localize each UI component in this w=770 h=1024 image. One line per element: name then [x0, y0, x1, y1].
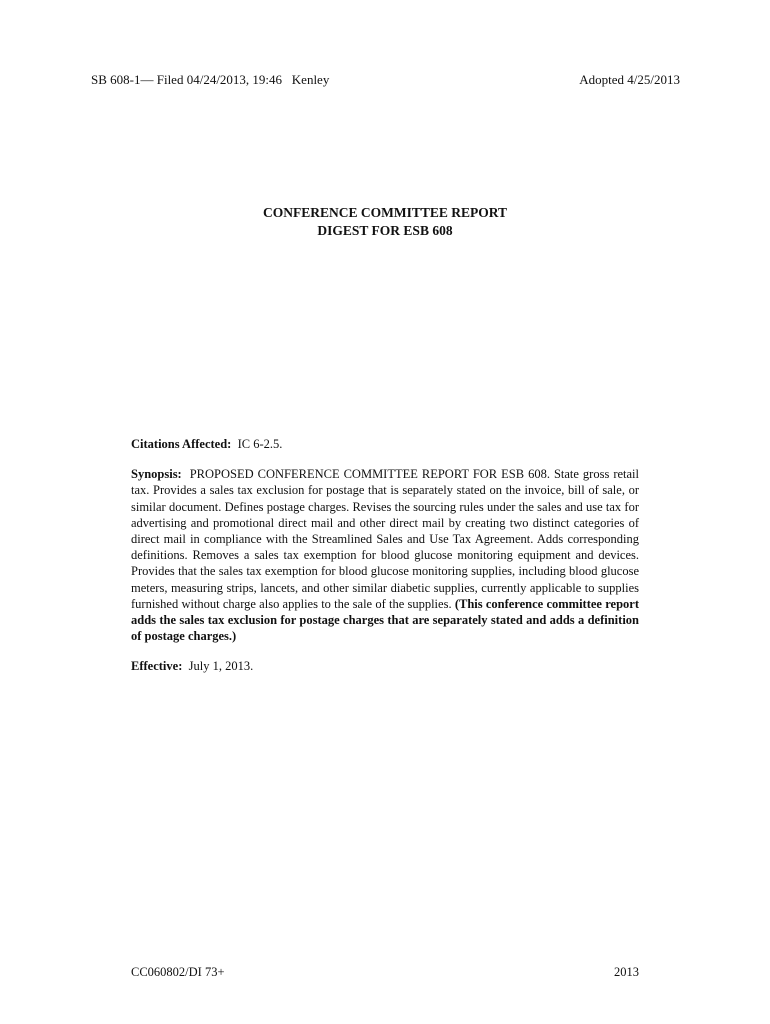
document-code: CC060802/DI 73+ [131, 965, 225, 979]
document-title [0, 204, 770, 240]
synopsis-note: (This conference committee report adds the sales tax exclusion for postage charges that are separately stated and adds a definition of postage charges.) [131, 596, 639, 644]
filing-info: SB 608-1— Filed 04/24/2013, 19:46 Kenley [91, 72, 330, 87]
citations-paragraph [131, 436, 639, 452]
effective-paragraph [131, 658, 639, 674]
synopsis-paragraph [131, 466, 639, 644]
footer-year: 2013 [614, 965, 639, 979]
citations-value: IC 6-2.5. [237, 437, 283, 451]
synopsis-label: Synopsis: [131, 467, 182, 482]
effective-label: Effective: [131, 659, 183, 674]
adoption-date: Adopted 4/25/2013 [579, 72, 680, 87]
title-line-2: DIGEST FOR ESB 608 [317, 223, 453, 238]
digest-body [131, 436, 639, 689]
citations-label: Citations Affected: [131, 437, 232, 451]
synopsis-text: PROPOSED CONFERENCE COMMITTEE REPORT FOR ESB 608. State gross retail tax. Provides a sales tax exclusion for postage that is separately stated on the invoice, bill of sale, or similar document. Defines postage charges. Revises the sourcing rules under the sales and use tax for advertising and promotional direct mail and other direct mail by creating two distinct categories of direct mail in compliance with the Streamlined Sales and Use Tax Agreement. Adds corresponding definitions. Removes a sales tax exemption for blood glucose monitoring equipment and devices. Provides that the sales tax exemption for blood glucose monitoring supplies, including blood glucose meters, measuring strips, lancets, and other similar diabetic supplies, currently applicable to supplies furnished without charge also applies to the sale of the supplies. [131, 467, 639, 611]
effective-value: July 1, 2013. [188, 659, 254, 674]
title-line-1: CONFERENCE COMMITTEE REPORT [262, 205, 508, 220]
